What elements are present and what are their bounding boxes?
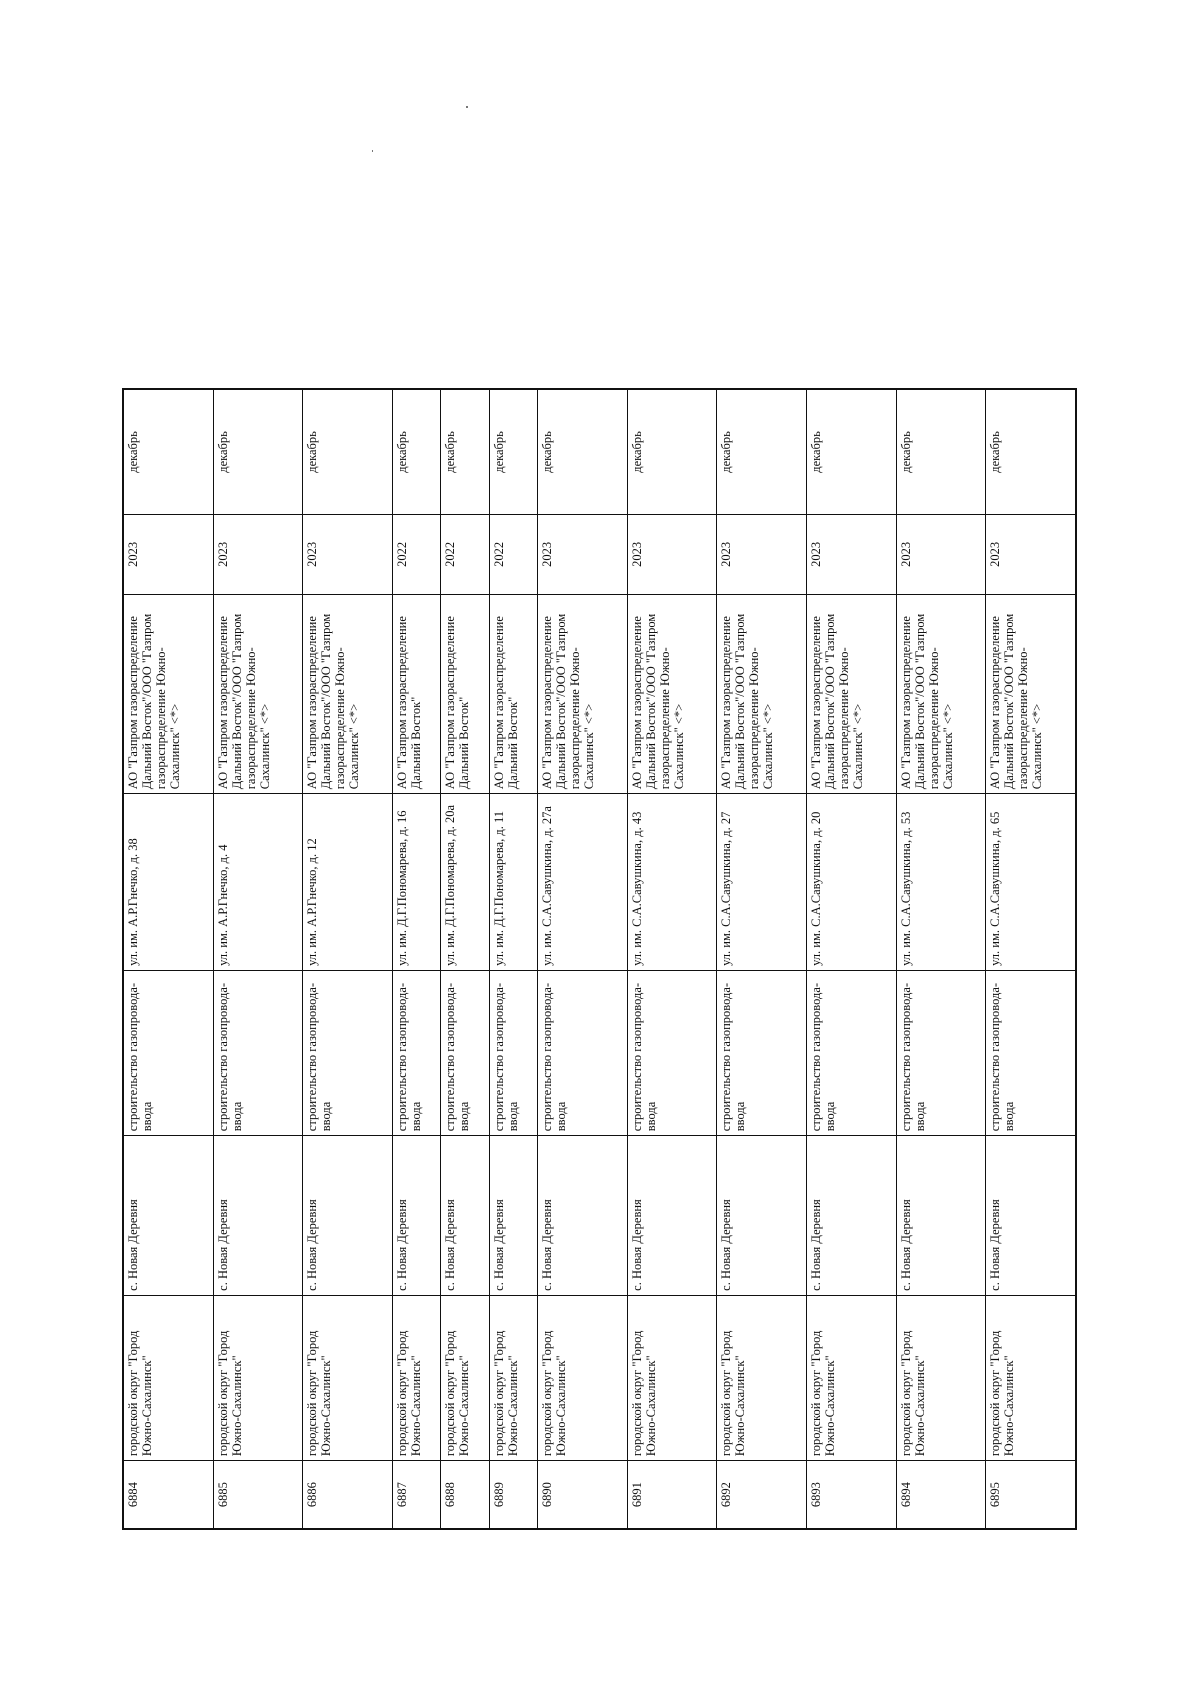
work-type-cell: строительство газопровода-ввода — [123, 970, 213, 1135]
month-cell: декабрь — [303, 389, 393, 514]
district-cell: городской округ "Город Южно-Сахалинск" — [213, 1295, 303, 1460]
scan-speck — [466, 106, 468, 108]
month-cell: декабрь — [627, 389, 717, 514]
executor-cell: АО "Газпром газораспределение Дальний Восток"/ООО "Газпром газораспределение Южно-Сахалинск" <*> — [806, 594, 896, 794]
locality-cell: с. Новая Деревня — [392, 1136, 440, 1296]
row-number-cell: 6887 — [392, 1461, 440, 1529]
month-cell: декабрь — [986, 389, 1076, 514]
district-cell: городской округ "Город Южно-Сахалинск" — [303, 1295, 393, 1460]
executor-cell: АО "Газпром газораспределение Дальний Восток" — [441, 594, 489, 794]
year-cell: 2022 — [441, 514, 489, 594]
work-type-cell: строительство газопровода-ввода — [986, 970, 1076, 1135]
year-cell: 2023 — [986, 514, 1076, 594]
scan-speck — [372, 150, 373, 152]
row-number-cell: 6890 — [538, 1461, 628, 1529]
year-cell: 2023 — [806, 514, 896, 594]
year-cell: 2022 — [392, 514, 440, 594]
address-cell: ул. им. А.Р.Гнечко, д. 4 — [213, 794, 303, 971]
table-row — [489, 389, 537, 1529]
locality-cell: с. Новая Деревня — [627, 1136, 717, 1296]
locality-cell: с. Новая Деревня — [213, 1136, 303, 1296]
work-type-cell: строительство газопровода-ввода — [896, 970, 986, 1135]
year-cell: 2023 — [303, 514, 393, 594]
locality-cell: с. Новая Деревня — [303, 1136, 393, 1296]
executor-cell: АО "Газпром газораспределение Дальний Восток" — [489, 594, 537, 794]
table-row — [986, 389, 1076, 1529]
table-row — [806, 389, 896, 1529]
district-cell: городской округ "Город Южно-Сахалинск" — [441, 1295, 489, 1460]
table-row — [717, 389, 807, 1529]
row-number-cell: 6891 — [627, 1461, 717, 1529]
year-cell: 2023 — [717, 514, 807, 594]
year-cell: 2023 — [123, 514, 213, 594]
year-cell: 2023 — [213, 514, 303, 594]
address-cell: ул. им. Д.Г.Пономарева, д. 20а — [441, 794, 489, 971]
address-cell: ул. им. С.А.Савушкина, д. 53 — [896, 794, 986, 971]
year-cell: 2023 — [538, 514, 628, 594]
district-cell: городской округ "Город Южно-Сахалинск" — [986, 1295, 1076, 1460]
year-cell: 2023 — [627, 514, 717, 594]
executor-cell: АО "Газпром газораспределение Дальний Восток"/ООО "Газпром газораспределение Южно-Сахалинск" <*> — [627, 594, 717, 794]
row-number-cell: 6884 — [123, 1461, 213, 1529]
district-cell: городской округ "Город Южно-Сахалинск" — [717, 1295, 807, 1460]
row-number-cell: 6888 — [441, 1461, 489, 1529]
locality-cell: с. Новая Деревня — [806, 1136, 896, 1296]
locality-cell: с. Новая Деревня — [717, 1136, 807, 1296]
executor-cell: АО "Газпром газораспределение Дальний Восток"/ООО "Газпром газораспределение Южно-Сахалинск" <*> — [896, 594, 986, 794]
locality-cell: с. Новая Деревня — [538, 1136, 628, 1296]
locality-cell: с. Новая Деревня — [489, 1136, 537, 1296]
district-cell: городской округ "Город Южно-Сахалинск" — [538, 1295, 628, 1460]
locality-cell: с. Новая Деревня — [123, 1136, 213, 1296]
address-cell: ул. им. Д.Г.Пономарева, д. 16 — [392, 794, 440, 971]
row-number-cell: 6893 — [806, 1461, 896, 1529]
executor-cell: АО "Газпром газораспределение Дальний Восток"/ООО "Газпром газораспределение Южно-Сахалинск" <*> — [986, 594, 1076, 794]
address-cell: ул. им. С.А.Савушкина, д. 20 — [806, 794, 896, 971]
month-cell: декабрь — [489, 389, 537, 514]
work-type-cell: строительство газопровода-ввода — [441, 970, 489, 1135]
work-type-cell: строительство газопровода-ввода — [538, 970, 628, 1135]
month-cell: декабрь — [538, 389, 628, 514]
executor-cell: АО "Газпром газораспределение Дальний Восток"/ООО "Газпром газораспределение Южно-Сахалинск" <*> — [213, 594, 303, 794]
month-cell: декабрь — [717, 389, 807, 514]
district-cell: городской округ "Город Южно-Сахалинск" — [806, 1295, 896, 1460]
executor-cell: АО "Газпром газораспределение Дальний Восток"/ООО "Газпром газораспределение Южно-Сахалинск" <*> — [717, 594, 807, 794]
gas-pipeline-table — [122, 388, 1077, 1530]
work-type-cell: строительство газопровода-ввода — [303, 970, 393, 1135]
table-row — [441, 389, 489, 1529]
address-cell: ул. им. С.А.Савушкина, д. 27 — [717, 794, 807, 971]
month-cell: декабрь — [441, 389, 489, 514]
address-cell: ул. им. А.Р.Гнечко, д. 38 — [123, 794, 213, 971]
rotated-table-container — [122, 388, 1077, 1530]
row-number-cell: 6889 — [489, 1461, 537, 1529]
executor-cell: АО "Газпром газораспределение Дальний Восток"/ООО "Газпром газораспределение Южно-Сахалинск" <*> — [123, 594, 213, 794]
executor-cell: АО "Газпром газораспределение Дальний Восток"/ООО "Газпром газораспределение Южно-Сахалинск" <*> — [538, 594, 628, 794]
district-cell: городской округ "Город Южно-Сахалинск" — [896, 1295, 986, 1460]
table-row — [896, 389, 986, 1529]
table-row — [303, 389, 393, 1529]
row-number-cell: 6894 — [896, 1461, 986, 1529]
work-type-cell: строительство газопровода-ввода — [717, 970, 807, 1135]
district-cell: городской округ "Город Южно-Сахалинск" — [489, 1295, 537, 1460]
address-cell: ул. им. А.Р.Гнечко, д. 12 — [303, 794, 393, 971]
work-type-cell: строительство газопровода-ввода — [489, 970, 537, 1135]
year-cell: 2022 — [489, 514, 537, 594]
table-row — [627, 389, 717, 1529]
row-number-cell: 6885 — [213, 1461, 303, 1529]
address-cell: ул. им. С.А.Савушкина, д. 27а — [538, 794, 628, 971]
work-type-cell: строительство газопровода-ввода — [213, 970, 303, 1135]
address-cell: ул. им. С.А.Савушкина, д. 43 — [627, 794, 717, 971]
address-cell: ул. им. Д.Г.Пономарева, д. 11 — [489, 794, 537, 971]
table-row — [123, 389, 213, 1529]
district-cell: городской округ "Город Южно-Сахалинск" — [123, 1295, 213, 1460]
table-row — [538, 389, 628, 1529]
table-row — [392, 389, 440, 1529]
work-type-cell: строительство газопровода-ввода — [392, 970, 440, 1135]
district-cell: городской округ "Город Южно-Сахалинск" — [627, 1295, 717, 1460]
address-cell: ул. им. С.А.Савушкина, д. 65 — [986, 794, 1076, 971]
work-type-cell: строительство газопровода-ввода — [806, 970, 896, 1135]
row-number-cell: 6895 — [986, 1461, 1076, 1529]
locality-cell: с. Новая Деревня — [896, 1136, 986, 1296]
rotated-table-frame — [122, 388, 1077, 1530]
month-cell: декабрь — [392, 389, 440, 514]
locality-cell: с. Новая Деревня — [986, 1136, 1076, 1296]
row-number-cell: 6886 — [303, 1461, 393, 1529]
work-type-cell: строительство газопровода-ввода — [627, 970, 717, 1135]
district-cell: городской округ "Город Южно-Сахалинск" — [392, 1295, 440, 1460]
executor-cell: АО "Газпром газораспределение Дальний Восток"/ООО "Газпром газораспределение Южно-Сахалинск" <*> — [303, 594, 393, 794]
month-cell: декабрь — [213, 389, 303, 514]
executor-cell: АО "Газпром газораспределение Дальний Восток" — [392, 594, 440, 794]
locality-cell: с. Новая Деревня — [441, 1136, 489, 1296]
month-cell: декабрь — [123, 389, 213, 514]
year-cell: 2023 — [896, 514, 986, 594]
month-cell: декабрь — [896, 389, 986, 514]
month-cell: декабрь — [806, 389, 896, 514]
row-number-cell: 6892 — [717, 1461, 807, 1529]
table-row — [213, 389, 303, 1529]
